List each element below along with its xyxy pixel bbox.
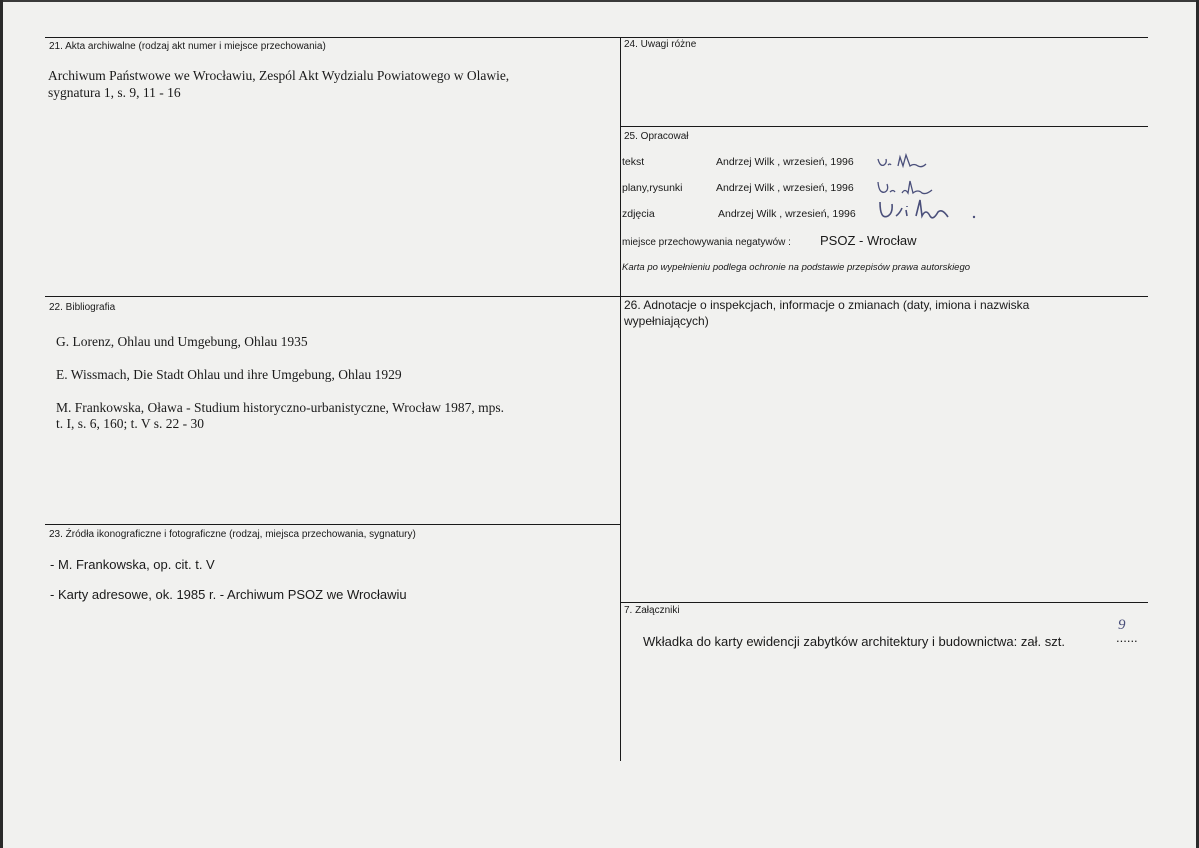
signature-1 <box>876 151 946 173</box>
section-21-line-2: sygnatura 1, s. 9, 11 - 16 <box>48 85 181 100</box>
bibliography-entry-1: G. Lorenz, Ohlau und Umgebung, Ohlau 1935 <box>56 334 308 349</box>
row-divider-25 <box>620 126 1148 127</box>
attachments-text: Wkładka do karty ewidencji zabytków architektury i budownictwa: zał. szt. <box>643 634 1065 649</box>
section-23-label: 23. Źródła ikonograficzne i fotograficzne (rodzaj, miejsca przechowania, sygnatury) <box>49 529 416 540</box>
section-24-label: 24. Uwagi różne <box>624 39 697 50</box>
top-rule <box>45 37 1148 38</box>
row-divider-22 <box>45 296 1148 297</box>
section-25-label: 25. Opracował <box>624 131 689 142</box>
section-21-line-1: Archiwum Państwowe we Wrocławiu, Zespól Akt Wydzialu Powiatowego w Olawie, <box>48 68 510 83</box>
signature-3 <box>876 196 986 224</box>
author-role-text: tekst <box>622 156 645 168</box>
row-divider-7 <box>620 602 1148 603</box>
negatives-label: miejsce przechowywania negatywów : <box>622 237 791 248</box>
scan-edge-top <box>0 0 1199 2</box>
attachments-handwritten-count: 9 <box>1118 617 1126 633</box>
negatives-value: PSOZ - Wrocław <box>820 233 917 248</box>
section-22-label: 22. Bibliografia <box>49 302 116 313</box>
row-divider-23 <box>45 524 620 525</box>
author-role-plans: plany,rysunki <box>622 182 683 194</box>
copyright-note: Karta po wypełnieniu podlega ochronie na podstawie przepisów prawa autorskiego <box>622 262 971 273</box>
author-plans-value: Andrzej Wilk , wrzesień, 1996 <box>716 182 854 194</box>
iconography-entry-2: - Karty adresowe, ok. 1985 r. - Archiwum PSOZ we Wrocławiu <box>50 587 407 602</box>
author-text-value: Andrzej Wilk , wrzesień, 1996 <box>716 156 854 168</box>
center-divider <box>620 37 621 761</box>
section-7-label: 7. Załączniki <box>624 605 680 616</box>
section-26-label-line-2: wypełniających) <box>624 314 709 328</box>
bibliography-entry-2: E. Wissmach, Die Stadt Ohlau und ihre Umgebung, Ohlau 1929 <box>56 367 402 382</box>
attachments-dots: ...... <box>1116 630 1138 645</box>
scan-edge-left <box>0 0 3 848</box>
author-photos-value: Andrzej Wilk , wrzesień, 1996 <box>718 208 856 220</box>
iconography-entry-1: - M. Frankowska, op. cit. t. V <box>50 557 215 572</box>
section-26-label-line-1: 26. Adnotacje o inspekcjach, informacje o zmianach (daty, imiona i nazwiska <box>624 298 1030 312</box>
section-21-label: 21. Akta archiwalne (rodzaj akt numer i miejsce przechowania) <box>49 41 326 52</box>
bibliography-entry-3-cont: t. I, s. 6, 160; t. V s. 22 - 30 <box>56 416 205 431</box>
bibliography-entry-3: M. Frankowska, Oława - Studium historyczno-urbanistyczne, Wrocław 1987, mps. <box>56 400 504 415</box>
author-role-photos: zdjęcia <box>622 208 655 220</box>
